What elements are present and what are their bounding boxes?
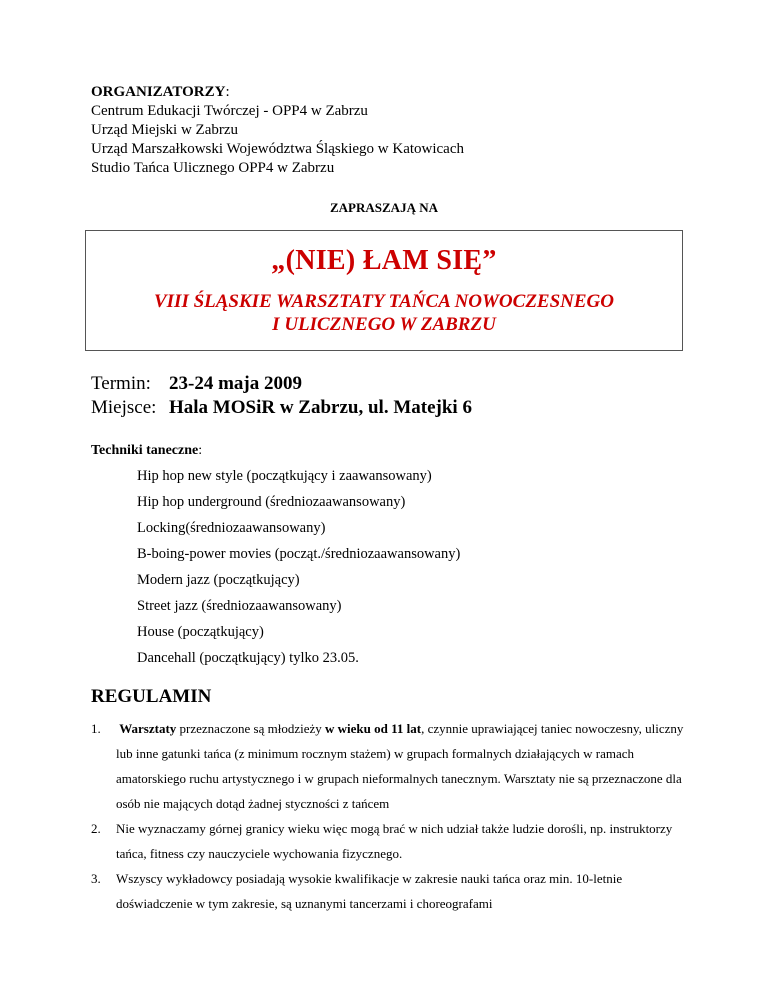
organizer-line: Urząd Miejski w Zabrzu <box>91 122 239 138</box>
event-details <box>91 372 472 420</box>
regulation-text: Wszyscy wykładowcy posiadają wysokie kwalifikacje w zakresie nauki tańca oraz min. 10-letnie doświadczenie w tym zakresie, są uznanymi tancerzami i choreografami <box>116 871 623 911</box>
invite-heading: ZAPRASZAJĄ NA <box>330 200 438 215</box>
place-row <box>91 396 472 420</box>
regulations-heading: REGULAMIN <box>91 686 212 707</box>
event-subtitle-line-2: I ULICZNEGO W ZABRZU <box>272 314 496 335</box>
organizer-line: Urząd Marszałkowski Województwa Śląskiego w Katowicach <box>91 141 464 157</box>
regulation-number: 3. <box>91 871 101 886</box>
technique-item: Dancehall (początkujący) tylko 23.05. <box>137 650 359 666</box>
date-row <box>91 372 472 396</box>
techniques-heading-colon: : <box>198 443 203 458</box>
technique-item: House (początkujący) <box>137 624 264 640</box>
regulations-list <box>91 716 691 916</box>
techniques-list <box>137 463 460 671</box>
organizers-heading-line <box>91 83 464 102</box>
technique-item: Locking(średniozaawansowany) <box>137 520 326 536</box>
regulation-text: Nie wyznaczamy górnej granicy wieku więc mogą brać w nich udział także ludzie dorośli, np. instruktorzy tańca, fitness czy nauczyciele wychowania fizycznego. <box>116 821 673 861</box>
techniques-heading: Techniki taneczne <box>91 443 199 458</box>
event-subtitle-line-1: VIII ŚLĄSKIE WARSZTATY TAŃCA NOWOCZESNEGO <box>153 291 615 312</box>
technique-item: Hip hop underground (średniozaawansowany) <box>137 494 406 510</box>
date-label: Termin: <box>91 373 151 394</box>
organizers-heading-colon: : <box>225 84 230 100</box>
place-label: Miejsce: <box>91 397 157 418</box>
regulation-text-part: przeznaczone są młodzieży <box>176 721 325 736</box>
technique-item: Street jazz (średniozaawansowany) <box>137 598 342 614</box>
techniques-heading-line <box>91 443 202 459</box>
regulation-text-part: , czynnie uprawiającej taniec nowoczesny, uliczny lub inne gatunki tańca (z minimum rocznym stażem) w grupach formalnych działających w ramach amatorskiego ruchu artystycznego i w grupach nieformalnych tanecznym. Warsztaty nie są przeznaczone dla osób nie mających dotąd żadnej styczności z tańcem <box>116 721 684 811</box>
technique-item: B-boing-power movies (począt./średniozaawansowany) <box>137 546 461 562</box>
regulation-bold: w wieku od 11 lat <box>325 721 422 736</box>
regulation-item <box>91 866 691 916</box>
event-title-box <box>85 230 683 351</box>
event-subtitle <box>86 290 682 336</box>
technique-item: Modern jazz (początkujący) <box>137 572 300 588</box>
regulation-bold: Warsztaty <box>119 721 177 736</box>
regulation-number: 1. <box>91 721 101 736</box>
organizers-heading: ORGANIZATORZY <box>91 84 226 100</box>
regulation-item <box>91 816 691 866</box>
organizer-line: Studio Tańca Ulicznego OPP4 w Zabrzu <box>91 160 335 176</box>
organizers-section <box>91 83 464 178</box>
regulation-text <box>116 721 683 811</box>
event-title: „(NIE) ŁAM SIĘ” <box>271 245 497 276</box>
place-value: Hala MOSiR w Zabrzu, ul. Matejki 6 <box>169 397 472 418</box>
regulation-item <box>91 716 691 816</box>
date-value: 23-24 maja 2009 <box>169 373 302 394</box>
regulation-number: 2. <box>91 821 101 836</box>
organizer-line: Centrum Edukacji Twórczej - OPP4 w Zabrzu <box>91 103 368 119</box>
technique-item: Hip hop new style (początkujący i zaawansowany) <box>137 468 432 484</box>
